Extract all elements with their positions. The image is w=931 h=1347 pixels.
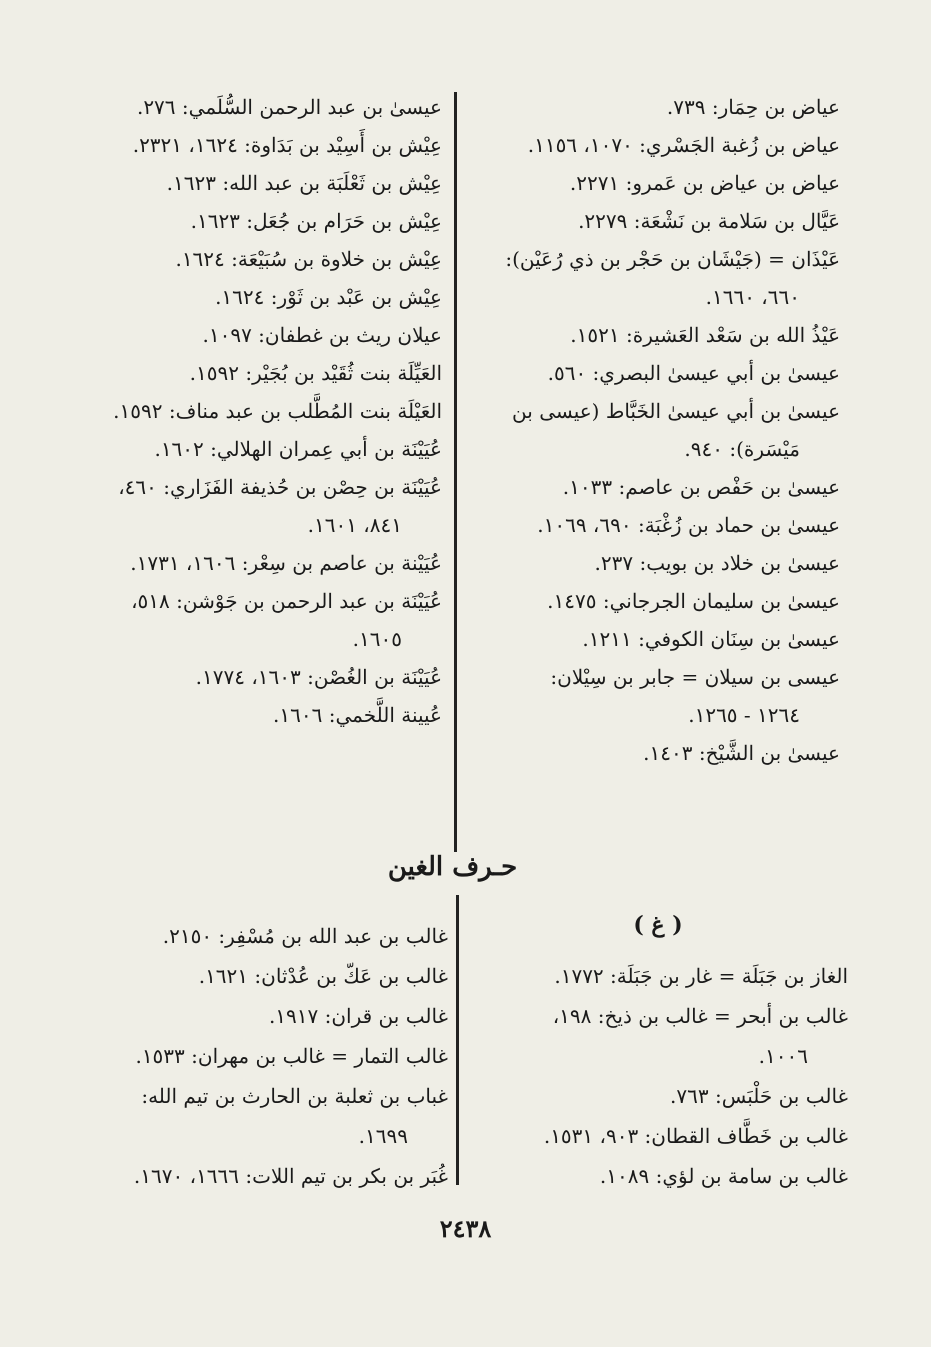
index-entry: عُيَيْنة بن عاصم بن سِعْر: ١٦٠٦، ١٧٣١. xyxy=(130,551,442,575)
index-entry: عياض بن عياض بن عَمرو: ٢٢٧١. xyxy=(569,171,840,195)
index-entry: عِيْش بن عَبْد بن ثَوْر: ١٦٢٤. xyxy=(215,285,442,309)
index-entry: عُيَيْنَة بن حِصْن بن حُذيفة الفَزَاري: ٤٦٠، xyxy=(118,475,442,499)
index-entry: عِيْش بن أَسِيْد بن بَدَاوة: ١٦٢٤، ٢٣٢١. xyxy=(132,133,442,157)
index-entry: عياض بن حِمَار: ٧٣٩. xyxy=(666,95,840,119)
index-entry: عيسىٰ بن حَفْص بن عاصم: ١٠٣٣. xyxy=(562,475,840,499)
top-left-column xyxy=(70,88,442,734)
index-entry: عياض بن زُغبة الجَسْري: ١٠٧٠، ١١٥٦. xyxy=(527,133,840,157)
index-entry: عَيَّال بن سَلامة بن نَشْعَة: ٢٢٧٩. xyxy=(578,209,840,233)
index-entry: عِيْش بن ثَعْلَبَة بن عبد الله: ١٦٢٣. xyxy=(166,171,442,195)
index-entry: عُيَيْنَة بن أبي عِمران الهلالي: ١٦٠٢. xyxy=(154,437,442,461)
index-entry: عيلان ريث بن غطفان: ١٠٩٧. xyxy=(202,323,442,347)
index-entry: عَيْذُ الله بن سَعْد العَشيرة: ١٥٢١. xyxy=(570,323,840,347)
index-entry: غالب بن عَكّ بن عُدْثان: ١٦٢١. xyxy=(198,964,448,988)
index-entry: العَيِّلَة بنت ثُقَيْد بن بُجَيْر: ١٥٩٢. xyxy=(189,361,442,385)
index-entry: عيسىٰ بن أبي عيسىٰ الخَبَّاط (عيسى بن xyxy=(512,399,840,423)
index-entry: عيسىٰ بن عبد الرحمن السُّلَمي: ٢٧٦. xyxy=(136,95,442,119)
letter-heading: ( غ ) xyxy=(633,912,683,938)
index-entry-continuation: ١٦٠٥. xyxy=(352,627,402,651)
index-entry: عَيْذَان = (جَيْشَان بن حَجْر بن ذي رُعَيْن): xyxy=(505,247,840,271)
index-entry: عيسىٰ بن سِنَان الكوفي: ١٢١١. xyxy=(582,627,840,651)
index-entry: عِيْش بن خلاوة بن سُبَيْعَة: ١٦٢٤. xyxy=(175,247,442,271)
index-entry: غُبَر بن بكر بن تيم اللات: ١٦٦٦، ١٦٧٠. xyxy=(133,1164,448,1188)
index-entry: غالب بن عبد الله بن مُسْفِر: ٢١٥٠. xyxy=(162,924,448,948)
index-entry: عِيْش بن حَرَام بن جُعَل: ١٦٢٣. xyxy=(190,209,442,233)
index-entry-continuation: ١٢٦٤ - ١٢٦٥. xyxy=(688,703,800,727)
index-entry: غالب بن أبحر = غالب بن ذيخ: ١٩٨، xyxy=(552,1004,848,1028)
section-title: حـرف الغين xyxy=(387,852,518,882)
index-entry-continuation: ٦٦٠، ١٦٦٠. xyxy=(705,285,800,309)
column-divider xyxy=(456,895,459,1185)
index-entry: غالب بن حَلْبَس: ٧٦٣. xyxy=(670,1084,848,1108)
index-entry: عيسى بن سيلان = جابر بن سِيْلان: xyxy=(550,665,840,689)
page-number: ٢٤٣٨ xyxy=(439,1214,492,1243)
column-divider xyxy=(454,92,457,852)
index-entry: عيسىٰ بن الشَّيْخ: ١٤٠٣. xyxy=(643,741,840,765)
index-entry: عُيَيْنَة بن عبد الرحمن بن جَوْشن: ٥١٨، xyxy=(131,589,442,613)
index-entry: عيسىٰ بن سليمان الجرجاني: ١٤٧٥. xyxy=(547,589,840,613)
index-entry: غباب بن ثعلبة بن الحارث بن تيم الله: xyxy=(141,1084,448,1108)
index-entry: عيسىٰ بن خلاد بن بويب: ٢٣٧. xyxy=(594,551,840,575)
index-entry: العَيْلَة بنت المُطَّلب بن عبد مناف: ١٥٩٢. xyxy=(113,399,442,423)
index-entry-continuation: مَيْسَرة): ٩٤٠. xyxy=(684,437,800,461)
bottom-right-column xyxy=(468,912,848,1196)
index-entry: غالب التمار = غالب بن مهران: ١٥٣٣. xyxy=(135,1044,448,1068)
top-right-column xyxy=(468,88,840,772)
index-entry: عيسىٰ بن حماد بن زُغْبَة: ٦٩٠، ١٠٦٩. xyxy=(537,513,840,537)
index-entry: غالب بن سامة بن لؤي: ١٠٨٩. xyxy=(599,1164,848,1188)
index-entry: عُيَيْنَة بن الغُصْن: ١٦٠٣، ١٧٧٤. xyxy=(195,665,442,689)
heading-spacer xyxy=(468,912,848,956)
index-entry: عُيينة اللَّخمي: ١٦٠٦. xyxy=(273,703,442,727)
index-entry-continuation: ١٦٩٩. xyxy=(358,1124,408,1148)
index-entry-continuation: ١٠٠٦. xyxy=(758,1044,808,1068)
index-entry-continuation: ٨٤١، ١٦٠١. xyxy=(307,513,402,537)
index-entry: الغاز بن جَبَلَة = غار بن جَبَلَة: ١٧٧٢. xyxy=(554,964,848,988)
bottom-left-column xyxy=(70,916,448,1196)
index-entry: غالب بن قران: ١٩١٧. xyxy=(268,1004,448,1028)
index-entry: غالب بن خَطَّاف القطان: ٩٠٣، ١٥٣١. xyxy=(543,1124,848,1148)
index-entry: عيسىٰ بن أبي عيسىٰ البصري: ٥٦٠. xyxy=(547,361,840,385)
